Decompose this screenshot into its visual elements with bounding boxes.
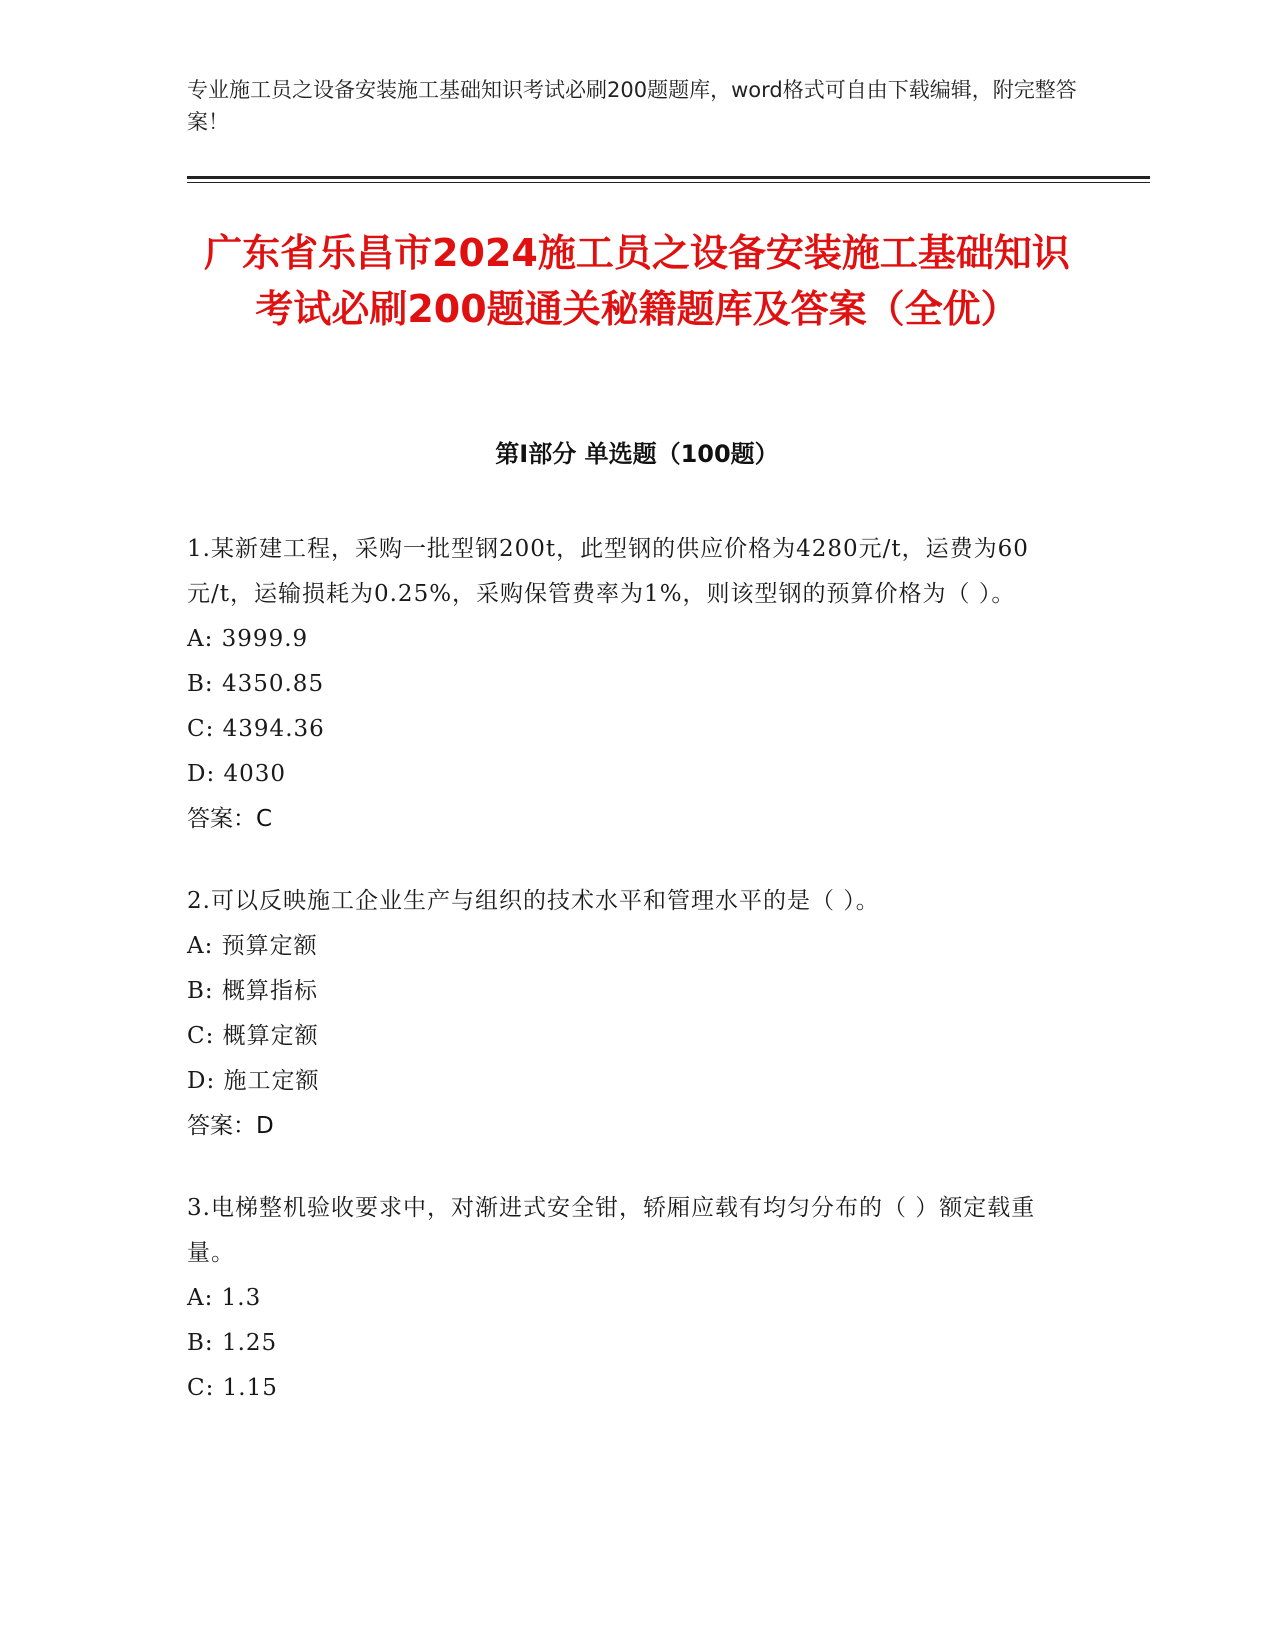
option-c: C: 1.15	[187, 1375, 278, 1401]
option-b: B: 1.25	[187, 1330, 278, 1356]
option-d: D: 施工定额	[187, 1068, 320, 1094]
option-b: B: 4350.85	[187, 671, 325, 697]
document-title: 广东省乐昌市2024施工员之设备安装施工基础知识考试必刷200题通关秘籍题库及答案（全优）	[204, 231, 1070, 331]
header-note: 专业施工员之设备安装施工基础知识考试必刷200题题库，word格式可自由下载编辑，附完整答案！	[187, 78, 1077, 134]
question-stem: 2.可以反映施工企业生产与组织的技术水平和管理水平的是（ ）。	[187, 888, 880, 914]
question-1	[187, 527, 1067, 842]
option-b: B: 概算指标	[187, 978, 318, 1004]
answer-label: 答案：C	[187, 806, 273, 832]
option-c: C: 4394.36	[187, 716, 325, 742]
header-divider-thin	[187, 182, 1150, 183]
header-divider-thick	[187, 176, 1150, 179]
question-stem: 1.某新建工程，采购一批型钢200t，此型钢的供应价格为4280元/t，运费为60元/t，运输损耗为0.25%，采购保管费率为1%，则该型钢的预算价格为（ ）。	[187, 536, 1029, 607]
section-title: 第Ⅰ部分 单选题（100题）	[495, 440, 779, 468]
question-stem: 3.电梯整机验收要求中，对渐进式安全钳，轿厢应载有均匀分布的（ ）额定载重量。	[187, 1195, 1036, 1266]
answer-label: 答案：D	[187, 1113, 274, 1139]
option-a: A: 预算定额	[187, 933, 318, 959]
option-a: A: 1.3	[187, 1285, 262, 1311]
option-d: D: 4030	[187, 761, 287, 787]
question-2	[187, 879, 1067, 1149]
option-c: C: 概算定额	[187, 1023, 319, 1049]
question-list	[187, 527, 1067, 1448]
option-a: A: 3999.9	[187, 626, 309, 652]
question-3	[187, 1186, 1067, 1411]
